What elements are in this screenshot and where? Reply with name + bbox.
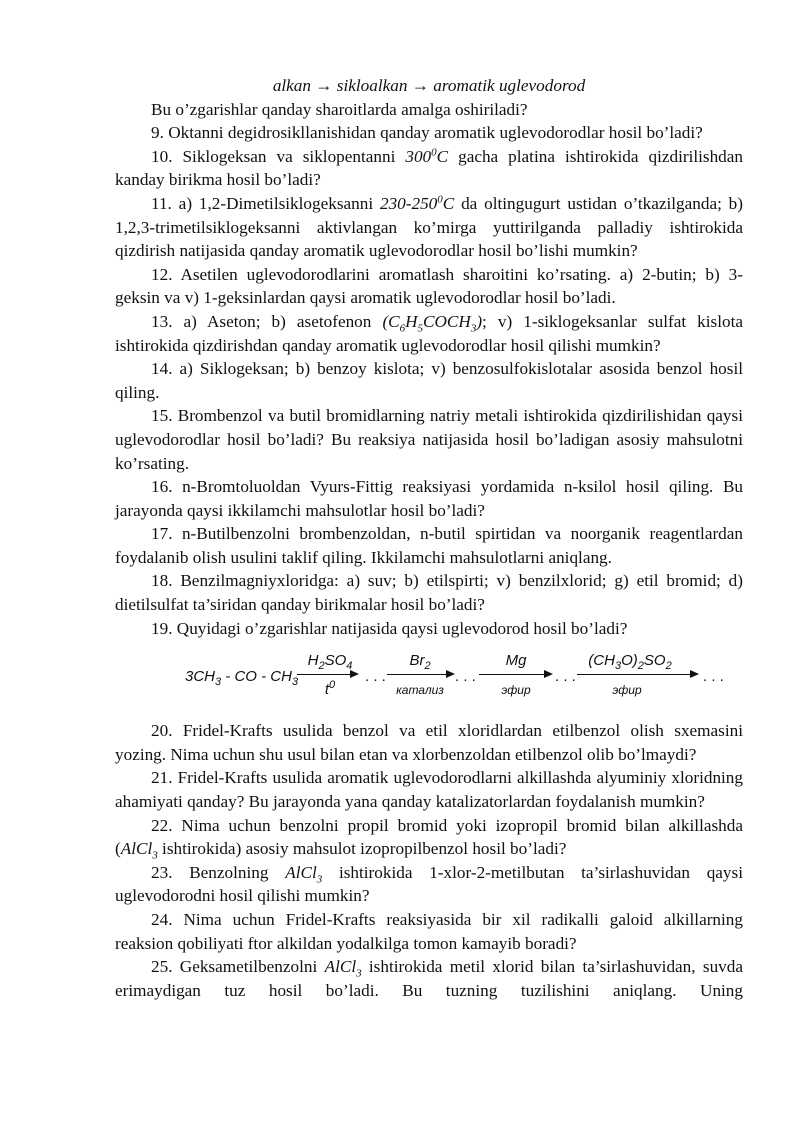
r4-b: O) (621, 652, 638, 670)
r4-c: SO (643, 652, 666, 670)
scheme-aromatik: aromatik uglevodorod (433, 76, 586, 95)
question-15: 15. Brombenzol va butil bromidlarning natriy metali ishtirokida qizdirilishidan qaysi uglevodorodlar hosil bo’ladi? Bu reaksiya natijasida hosil bo’ladigan asosiy mahsulotni ko’rsating. (115, 406, 743, 473)
q13-s2: 5 (417, 322, 424, 335)
q23-text-b: ishtirokida 1-xlor-2-metilbutan ta’sirlashuvidan qaysi uglevodorodni hosil qilishi mumkin? (115, 862, 743, 906)
q13-f4: ) (476, 311, 483, 331)
q11-deg: 0 (437, 193, 443, 206)
rxn-start-s1: 3 (215, 676, 222, 689)
reagent-2-above (385, 649, 455, 673)
q22-text-a: 22. Nima uchun benzolni propil bromid yoki izopropil bromid bilan alkillashda ( (115, 815, 743, 859)
reaction-start (185, 665, 298, 689)
q11-unit: C (442, 193, 455, 213)
r4-s1: 3 (614, 660, 622, 673)
question-24: 24. Nima uchun Fridel-Krafts reaksiyasida bir xil radikalli galoid alkillarning reaksion qobiliyati ftor alkildan yodalkilga tomon kamayib boradi? (115, 910, 743, 953)
reaction-arrow-2 (387, 674, 453, 675)
q11-temperature (380, 194, 454, 213)
question-18: 18. Benzilmagniyxloridga: a) suv; b) etilspirti; v) benzilxlorid; g) etil bromid; d) dietilsulfat ta’siridan qanday birikmalar hosil bo’ladi? (115, 571, 743, 615)
question-9: 9. Oktanni degidrosikllanishidan qanday aromatik uglevodorodlar hosil bo’ladi? (151, 123, 703, 143)
r2-s: 2 (424, 660, 431, 673)
r1-below-sup: 0 (329, 679, 336, 692)
q11-text-b: da oltingugurt ustidan o’tkazilganda; b) 1,2,3-trimetilsiklogeksanni aktivlangan ko’mirga yuttirilganda palladiy ishtirokida qizdirish natijasida qanday aromatik uglevodorodlar hosil bo’lishi mumkin? (115, 193, 743, 261)
question-19: 19. Quyidagi o’zgarishlar natijasida qaysi uglevodorod hosil bo’ladi? (151, 618, 628, 638)
q13-s1: 6 (399, 322, 406, 335)
dots-4: . . . (703, 668, 724, 686)
q22-text-b: ishtirokida) asosiy mahsulot izopropilbenzol hosil bo’ladi? (157, 839, 567, 859)
reagent-4-below: эфир (612, 683, 642, 698)
r4-s3: 2 (665, 660, 672, 673)
q23-s: 3 (316, 873, 323, 886)
q22-f: AlCl (120, 839, 153, 859)
r1-a: H (307, 652, 319, 670)
question-22 (115, 814, 743, 861)
q13-f2: H (405, 311, 418, 331)
q13-formula (382, 311, 483, 335)
q13-f3: COCH (423, 311, 471, 331)
q22-formula (120, 839, 158, 862)
q23-text-a: 23. Benzolning (151, 862, 286, 882)
dots-2: . . . (455, 668, 476, 686)
question-11 (115, 192, 743, 263)
dots-3: . . . (555, 668, 576, 686)
q25-text-b: ishtirokida metil xlorid bilan ta’sirlashuvidan, suvda erimaydigan tuz hosil bo’ladi. Bu tuzning tuzilishini aniqlang. Uning (115, 957, 743, 1000)
question-25 (115, 955, 743, 1002)
q25-text-a: 25. Geksametilbenzolni (151, 957, 325, 977)
transformation-scheme (115, 74, 743, 98)
rxn-start-b: - CO - CH (221, 668, 292, 686)
question-10 (115, 145, 743, 192)
r1-below: t (324, 681, 330, 699)
rxn-start-s2: 3 (291, 676, 299, 689)
r1-s1: 2 (318, 660, 325, 673)
question-16: 16. n-Bromtoluoldan Vyurs-Fittig reaksiyasi yordamida n-ksilol hosil qiling. Bu jarayonda qaysi ikkilamchi mahsulotlar hosil bo’ladi? (115, 477, 743, 520)
q25-f: AlCl (324, 957, 357, 977)
question-21: 21. Fridel-Krafts usulida aromatik uglevodorodlarni alkillashda alyuminiy xloridning ahamiyati qanday? Bu jarayonda yana qanday katalizatorlardan foydalanish mumkin? (115, 768, 743, 812)
r1-s2: 4 (346, 660, 353, 673)
q11-temp: 230-250 (379, 193, 438, 213)
reagent-1-below (297, 678, 363, 702)
q10-text-a: 10. Siklogeksan va siklopentanni (151, 146, 406, 166)
q13-text-b: ; v) 1-siklogeksanlar sulfat kislota ishtirokida qizdirishdan qanday aromatik uglevodorodlar hosil qilishi mumkin? (115, 311, 743, 355)
question-23 (115, 861, 743, 908)
q10-temperature (405, 147, 448, 166)
scheme-alkan: alkan (272, 76, 311, 95)
q11-text-a: 11. a) 1,2-Dimetilsiklogeksanni (151, 193, 380, 213)
question-intro: Bu o’zgarishlar qanday sharoitlarda amalga oshiriladi? (151, 99, 528, 119)
q25-s: 3 (356, 967, 362, 980)
reaction-arrow-3 (479, 674, 551, 675)
q13-text-a: 13. a) Aseton; b) asetofenon (151, 311, 383, 331)
r4-a: (CH (588, 652, 615, 670)
q22-s: 3 (152, 849, 158, 862)
reaction-arrow-4 (577, 674, 697, 675)
q13-s3: 3 (470, 322, 477, 335)
q25-formula (324, 957, 362, 980)
question-13 (115, 310, 743, 357)
document-page (115, 74, 743, 1002)
reagent-2-below: катализ (396, 683, 444, 698)
question-20: 20. Fridel-Krafts usulida benzol va etil xloridlardan etilbenzol olish sxemasini yozing. Nima uchun shu usul bilan etan va xlorbenzoldan etilbenzol olib bo’lmaydi? (115, 721, 743, 764)
q10-temp: 300 (405, 146, 432, 166)
reagent-3-above: Mg (505, 652, 527, 670)
q23-f: AlCl (285, 862, 317, 882)
q13-f1: (C (382, 311, 400, 331)
scheme-arrow-1: → (315, 76, 333, 95)
dots-1: . . . (365, 668, 386, 686)
rxn-start-a: 3CH (185, 668, 216, 686)
question-17: 17. n-Butilbenzolni brombenzoldan, n-butil spirtidan va noorganik reagentlardan foydalanib olish usulini taklif qiling. Ikkilamchi mahsulotlarni aniqlang. (115, 524, 743, 567)
reaction-scheme (115, 649, 743, 707)
question-14: 14. a) Siklogeksan; b) benzoy kislota; v) benzosulfokislotalar asosida benzol hosil qiling. (115, 359, 743, 402)
question-12: 12. Asetilen uglevodorodlarini aromatlash sharoitini ko’rsating. a) 2-butin; b) 3-geksin va v) 1-geksinlardan qaysi aromatik uglevodorodlar hosil bo’ladi. (115, 264, 743, 308)
scheme-sikloalkan: sikloalkan (336, 76, 408, 95)
q10-unit: C (436, 146, 449, 166)
r2-a: Br (409, 652, 425, 670)
q23-formula (285, 862, 323, 886)
scheme-arrow-2: → (411, 76, 429, 95)
q10-text-b: gacha platina ishtirokida qizdirilishdan kanday birikma hosil bo’ladi? (115, 146, 743, 190)
reaction-arrow-1 (297, 674, 357, 675)
r4-s2: 2 (637, 660, 644, 673)
q10-deg: 0 (431, 146, 437, 159)
reagent-3-below: эфир (501, 683, 531, 698)
r1-b: SO (324, 652, 347, 670)
reagent-4-above (575, 649, 685, 673)
